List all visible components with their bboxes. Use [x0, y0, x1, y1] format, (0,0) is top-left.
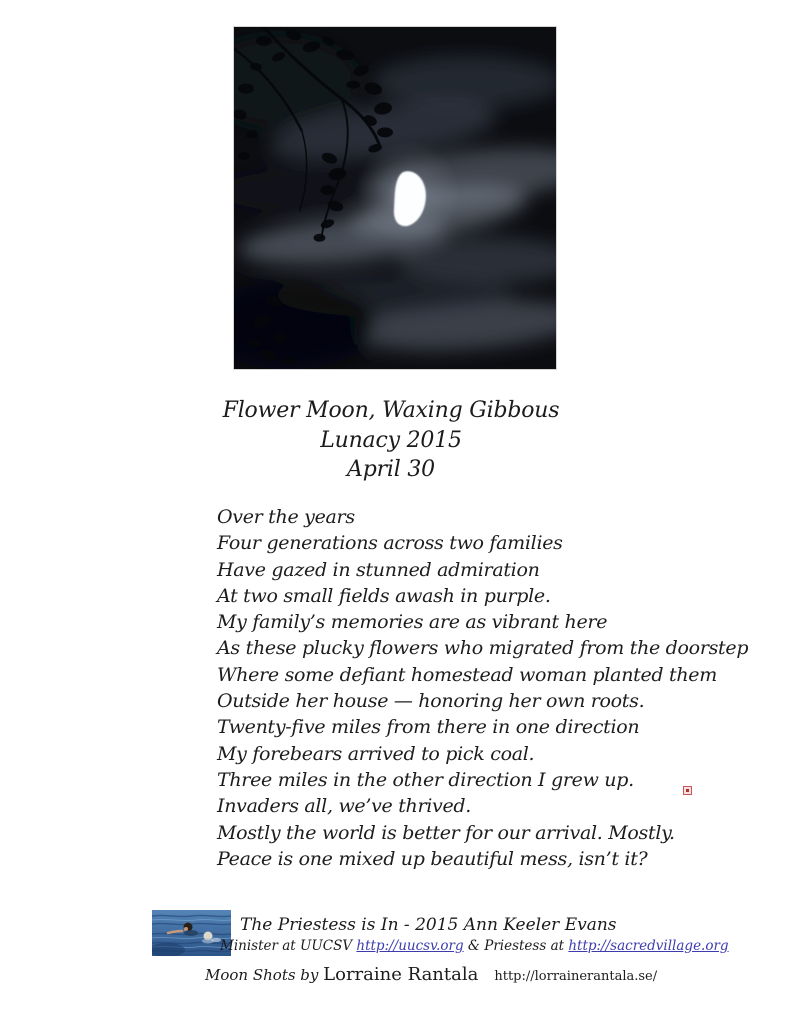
poem-line: Outside her house — honoring her own roots. [217, 690, 645, 713]
poem-line: Four generations across two families [217, 532, 563, 555]
title-line-1: Flower Moon, Waxing Gibbous [222, 398, 560, 423]
poem-line: Peace is one mixed up beautiful mess, isn’t it? [217, 847, 648, 870]
broken-image-icon [683, 786, 692, 795]
poem-line: Have gazed in stunned admiration [217, 558, 540, 581]
moon-photo [233, 26, 557, 370]
broken-image-glyph [686, 789, 689, 792]
poem-body [217, 504, 748, 872]
title-line-2: Lunacy 2015 [320, 427, 462, 453]
poem-line: Invaders all, we’ve thrived. [217, 795, 472, 818]
poem-title-block [0, 396, 782, 485]
moon-night-sky-image [234, 27, 556, 369]
minister-text: Minister at UUCSV [220, 938, 357, 954]
poem-line: Mostly the world is better for our arrival. Mostly. [217, 821, 675, 844]
photo-credit-line [205, 964, 658, 985]
sacredvillage-link[interactable]: http://sacredvillage.org [568, 938, 729, 954]
photographer-name: Lorraine Rantala [323, 964, 479, 985]
poem-line: At two small fields awash in purple. [217, 584, 551, 607]
title-line-3: April 30 [347, 457, 435, 482]
poem-line: Three miles in the other direction I grew up. [217, 768, 634, 791]
uucsv-link[interactable]: http://uucsv.org [356, 938, 464, 954]
footer-affiliations [220, 938, 729, 955]
priestess-text: & Priestess at [463, 938, 569, 954]
credit-prefix: Moon Shots by [205, 966, 324, 984]
poem-line: Over the years [217, 506, 355, 528]
poem-line: Where some defiant homestead woman planted them [217, 663, 717, 686]
photographer-url: http://lorrainerantala.se/ [494, 969, 658, 984]
poem-line: My family’s memories are as vibrant here [217, 611, 608, 634]
poem-line: Twenty-five miles from there in one direction [217, 716, 640, 739]
poem-line: My forebears arrived to pick coal. [217, 742, 535, 765]
poem-line: As these plucky flowers who migrated from the doorstep [217, 637, 749, 660]
footer-byline: The Priestess is In - 2015 Ann Keeler Evans [240, 915, 617, 935]
